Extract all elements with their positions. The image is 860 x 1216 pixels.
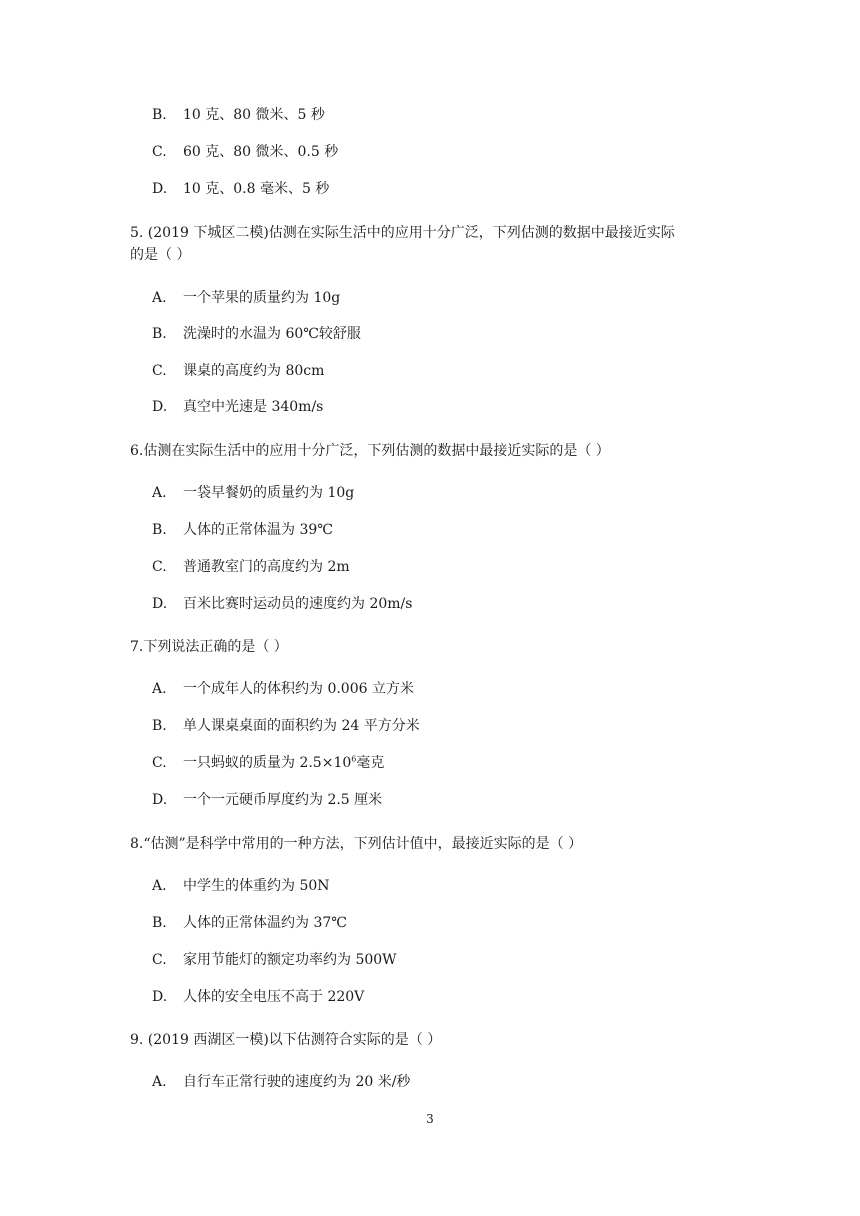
option-line: D. 百米比赛时运动员的速度约为 20m/s (152, 596, 413, 612)
question-line: 的是（ ） (130, 247, 191, 263)
option-line: B. 洗澡时的水温为 60℃较舒服 (152, 326, 361, 342)
question-line: 7.下列说法正确的是（ ） (130, 639, 288, 655)
question-line: 8.“估测”是科学中常用的一种方法，下列估计值中，最接近实际的是（ ） (130, 836, 583, 852)
option-line: A. 一个成年人的体积约为 0.006 立方米 (152, 681, 414, 697)
option-line: A. 自行车正常行驶的速度约为 20 米/秒 (152, 1074, 411, 1090)
exponent: 6 (351, 754, 357, 764)
option-line: B. 人体的正常体温为 39℃ (152, 522, 333, 538)
option-line: B. 10 克、80 微米、5 秒 (152, 107, 325, 123)
option-line: A. 一袋早餐奶的质量约为 10g (152, 485, 355, 501)
question-line: 9. (2019 西湖区一模)以下估测符合实际的是（ ） (130, 1032, 442, 1048)
option-line: C. 60 克、80 微米、0.5 秒 (152, 144, 339, 160)
option-line: C. 普通教室门的高度约为 2m (152, 559, 350, 575)
option-line: D. 真空中光速是 340m/s (152, 399, 324, 415)
option-line: B. 单人课桌桌面的面积约为 24 平方分米 (152, 718, 420, 734)
option-line: C. 课桌的高度约为 80cm (152, 363, 325, 379)
question-line: 5. (2019 下城区二模)估测在实际生活中的应用十分广泛，下列估测的数据中最接近实际 (130, 225, 675, 241)
option-line: D. 人体的安全电压不高于 220V (152, 989, 365, 1005)
option-line: C. 一只蚂蚁的质量为 $2.5\times 10^6$毫克 (152, 754, 385, 771)
option-line: B. 人体的正常体温约为 37℃ (152, 915, 347, 931)
option-line: C. 家用节能灯的额定功率约为 500W (152, 952, 397, 968)
option-line: A. 中学生的体重约为 50N (152, 878, 330, 894)
page-number: 3 (426, 1112, 434, 1126)
option-line: D. 10 克、0.8 毫米、5 秒 (152, 181, 330, 197)
option-line: A. 一个苹果的质量约为 10g (152, 290, 341, 306)
question-line: 6.估测在实际生活中的应用十分广泛，下列估测的数据中最接近实际的是（ ） (130, 443, 610, 459)
option-line: D. 一个一元硬币厚度约为 2.5 厘米 (152, 792, 383, 808)
